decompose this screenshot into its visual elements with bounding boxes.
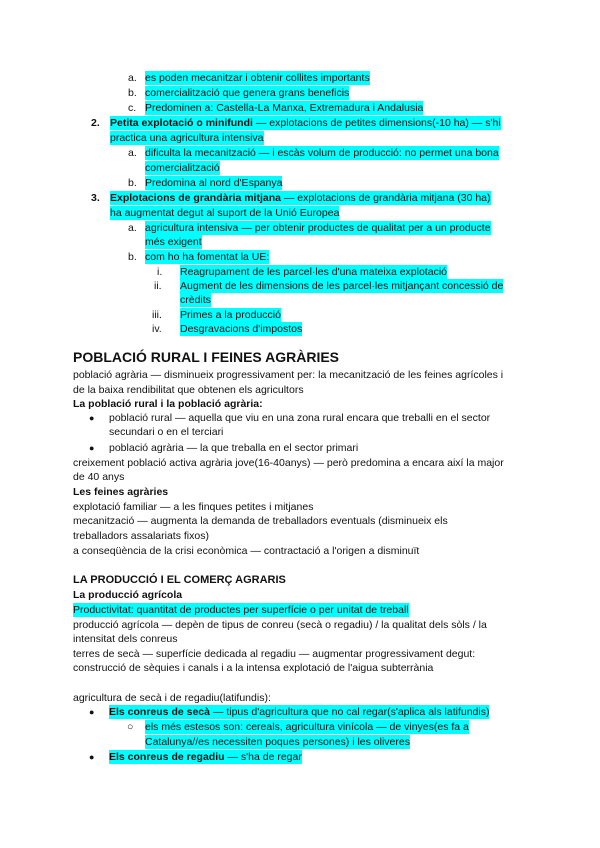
list-marker: iv. — [152, 323, 162, 335]
list-item-continued: ha augmentat degut al suport de la Unió Europea — [110, 207, 340, 219]
paragraph: població agrària — disminueix progressivament per: la mecanització de les feines agrícoles i — [73, 369, 504, 381]
list-marker: c. — [128, 102, 137, 114]
term-text: — tipus d'agricultura que no cal regar(s'aplica als latifundis) — [209, 706, 490, 718]
paragraph: creixement població activa agrària jove(16-40anys) — però predomina a encara així la major — [73, 457, 504, 469]
list-item: agricultura intensiva — per obtenir productes de qualitat per a un producte — [145, 222, 491, 234]
term-bold: Els conreus de secà — [109, 706, 210, 718]
paragraph: producció agrícola — depèn de tipus de conreu (secà o regadiu) / la qualitat dels sòls / la — [73, 619, 487, 631]
list-item-continued: crèdits — [180, 294, 211, 306]
paragraph: explotació familiar — a les finques petites i mitjanes — [73, 501, 314, 513]
term-bold: Explotacions de grandària mitjana — [110, 192, 281, 204]
list-marker: b. — [128, 251, 137, 263]
list-marker: b. — [128, 177, 137, 189]
paragraph-continued: treballadors assalariats fixos) — [73, 530, 209, 542]
highlighted-paragraph: Productivitat: quantitat de productes per superfície o per unitat de treball — [73, 604, 409, 616]
list-item: Reagrupament de les parcel·les d'una mateixa explotació — [180, 266, 447, 278]
list-marker: 2. — [91, 117, 100, 129]
paragraph: mecanització — augmenta la demanda de treballadors eventuals (disminueix els — [73, 515, 448, 527]
term-bold: Petita explotació o minifundi — [110, 117, 253, 129]
circle-bullet-icon: ○ — [127, 721, 134, 733]
list-marker: a. — [128, 147, 137, 159]
paragraph-continued: de 40 anys — [73, 471, 125, 483]
list-item — [110, 116, 501, 130]
list-item: Augment de les dimensions de les parcel·les mitjançant concessió de — [180, 280, 504, 292]
paragraph: agricultura de secà i de regadiu(latifundis): — [73, 692, 271, 704]
list-item: dificulta la mecanització — i escàs volum de producció: no permet una bona — [145, 147, 499, 159]
section-title: POBLACIÓ RURAL I FEINES AGRÀRIES — [73, 349, 340, 365]
bullet-icon: ● — [89, 413, 95, 423]
bullet-item: població agrària — la que treballa en el sector primari — [109, 442, 359, 454]
bullet-icon: ● — [89, 443, 95, 453]
paragraph-continued: intensitat dels conreus — [73, 633, 178, 645]
subheading: La producció agrícola — [73, 589, 183, 601]
term-bold: Els conreus de regadiu — [109, 751, 225, 763]
list-marker: ii. — [154, 280, 162, 292]
paragraph: terres de secà — superfície dedicada al regadiu — augmentar progressivament degut: — [73, 648, 476, 660]
list-item-continued: comercialització — [145, 162, 220, 174]
list-item: com ho ha fomentat la UE: — [145, 251, 270, 263]
bullet-item — [109, 750, 302, 764]
list-marker: a. — [128, 72, 137, 84]
list-marker: 3. — [91, 192, 100, 204]
list-item: comercialització que genera grans beneficis — [145, 87, 350, 99]
paragraph-continued: de la baixa rendibilitat que obtenen els agricultors — [73, 384, 304, 396]
term-text: — explotacions de petites dimensions(-10 ha) — s'hi — [252, 117, 501, 129]
list-item: Primes a la producció — [180, 309, 281, 321]
list-item: Desgravacions d'impostos — [180, 323, 303, 335]
bullet-icon: ● — [89, 752, 95, 762]
list-item — [110, 191, 491, 205]
list-item-continued: més exigent — [145, 236, 202, 248]
list-item: es poden mecanitzar i obtenir collites importants — [145, 72, 370, 84]
paragraph: a conseqüència de la crisi econòmica — contractació a l'origen a disminuït — [73, 545, 420, 557]
list-marker: iii. — [152, 309, 162, 321]
paragraph-continued: construcció de sèquies i canals i a la intensa explotació de l'aigua subterrània — [73, 662, 434, 674]
sub-bullet-item-continued: Catalunya//es necessiten poques persones) i les oliveres — [145, 736, 410, 748]
list-marker: i. — [157, 266, 163, 278]
bullet-item-continued: secundari o en el terciari — [109, 426, 224, 438]
list-item-continued: practica una agricultura intensiva — [110, 132, 264, 144]
term-text: — s'ha de regar — [224, 751, 302, 763]
list-marker: b. — [128, 87, 137, 99]
subheading: La població rural i la població agrària: — [73, 398, 263, 410]
bullet-icon: ● — [89, 707, 95, 717]
subheading: Les feines agràries — [73, 486, 169, 498]
list-item: Predomina al nord d'Espanya — [145, 177, 283, 189]
section-title: LA PRODUCCIÓ I EL COMERÇ AGRARIS — [73, 574, 286, 586]
list-marker: a. — [128, 222, 137, 234]
list-item: Predominen a: Castella-La Manxa, Extremadura i Andalusia — [145, 102, 424, 114]
bullet-item — [109, 705, 489, 719]
bullet-item: població rural — aquella que viu en una zona rural encara que treballi en el sector — [109, 412, 491, 424]
term-text: — explotacions de grandària mitjana (30 ha) — [280, 192, 491, 204]
sub-bullet-item: els més estesos son: cereals, agricultura vinícola — de vinyes(es fa a — [145, 721, 469, 733]
